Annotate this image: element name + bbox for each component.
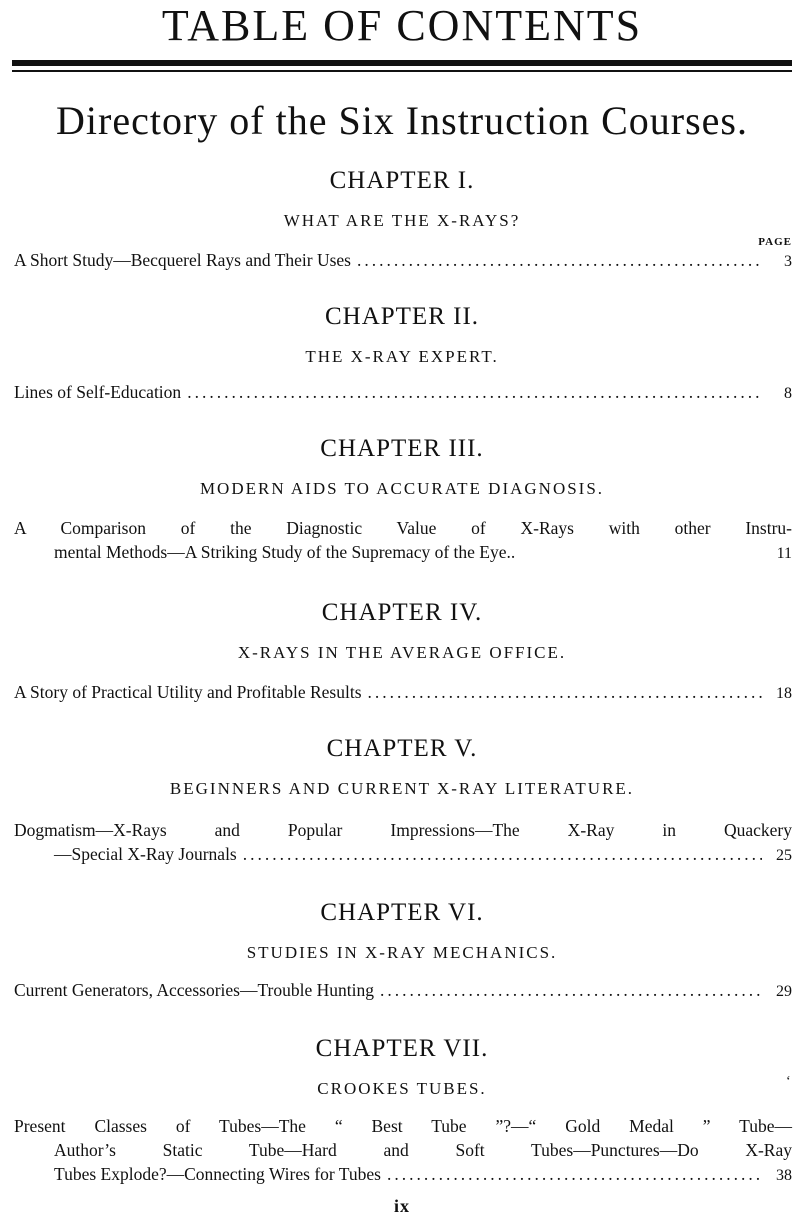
entry-text: A Short Study—Becquerel Rays and Their Uses [14,250,351,270]
entry-text: —Special X-Ray Journals [54,844,237,864]
chapter-subtitle: WHAT ARE THE X-RAYS? [283,211,521,230]
toc-entry-chapter-3[interactable] [14,516,792,566]
chapter-heading: CHAPTER I. [329,167,475,194]
page-number: 38 [776,1167,792,1184]
chapter-1 [0,166,804,232]
page-title: TABLE OF CONTENTS [161,1,643,50]
chapter-subtitle: CROOKES TUBES. [317,1079,487,1098]
chapter-heading: CHAPTER V. [326,735,478,762]
entry-text: Tubes Explode?—Connecting Wires for Tubes [54,1164,381,1184]
leader-dots [368,680,762,704]
leader-dots [187,380,762,404]
entry-text: mental Methods—A Striking Study of the Supremacy of the Eye.. [54,542,516,562]
chapter-heading: CHAPTER II. [324,303,480,330]
directory-title: Directory of the Six Instruction Courses. [56,98,748,143]
toc-entry-chapter-7[interactable] [14,1114,792,1188]
entry-text: Present Classes of Tubes—The “ Best Tube ”?—“ Gold Medal ” Tube— [14,1116,792,1136]
page-column-label: PAGE [758,236,792,248]
chapter-heading: CHAPTER VII. [315,1035,489,1062]
folio-page-number: ix [393,1196,410,1216]
chapter-2 [0,302,804,368]
entry-text: A Story of Practical Utility and Profitable Results [14,682,362,702]
entry-text: Current Generators, Accessories—Trouble Hunting [14,980,374,1000]
stray-print-mark: ‘ [786,1074,791,1089]
chapter-7 [0,1034,804,1100]
chapter-subtitle: MODERN AIDS TO ACCURATE DIAGNOSIS. [199,479,605,498]
page-number: 25 [776,847,792,864]
chapter-subtitle: THE X-RAY EXPERT. [305,347,499,366]
chapter-4 [0,598,804,664]
chapter-6 [0,898,804,964]
header-rule-thick [12,60,792,66]
page-number: 18 [776,685,792,702]
chapter-heading: CHAPTER III. [320,435,484,462]
chapter-heading: CHAPTER IV. [321,599,483,626]
chapter-subtitle: BEGINNERS AND CURRENT X-RAY LITERATURE. [169,779,635,798]
entry-text: A Comparison of the Diagnostic Value of X-Rays with other Instru- [14,518,792,538]
toc-entry-chapter-1[interactable] [14,248,792,274]
toc-entry-chapter-6[interactable] [14,978,792,1004]
leader-dots [380,978,762,1002]
entry-text: Dogmatism—X-Rays and Popular Impressions—The X-Ray in Quackery [14,820,792,840]
page-number: 11 [776,545,792,562]
chapter-subtitle: X-RAYS IN THE AVERAGE OFFICE. [237,643,567,662]
page-number: 29 [776,983,792,1000]
leader-dots [243,842,762,866]
toc-entry-chapter-4[interactable] [14,680,792,706]
entry-text: Lines of Self-Education [14,382,182,402]
chapter-subtitle: STUDIES IN X-RAY MECHANICS. [246,943,558,962]
toc-entry-chapter-5[interactable] [14,818,792,868]
toc-entry-chapter-2[interactable] [14,380,792,406]
leader-dots [357,248,762,272]
page-number: 3 [784,253,792,270]
chapter-heading: CHAPTER VI. [320,899,484,926]
header-rule-thin [12,70,792,72]
entry-text: Author’s Static Tube—Hard and Soft Tubes—Punctures—Do X-Ray [54,1140,792,1160]
page-number: 8 [784,385,792,402]
chapter-3 [0,434,804,500]
leader-dots [387,1162,762,1186]
chapter-5 [0,734,804,800]
